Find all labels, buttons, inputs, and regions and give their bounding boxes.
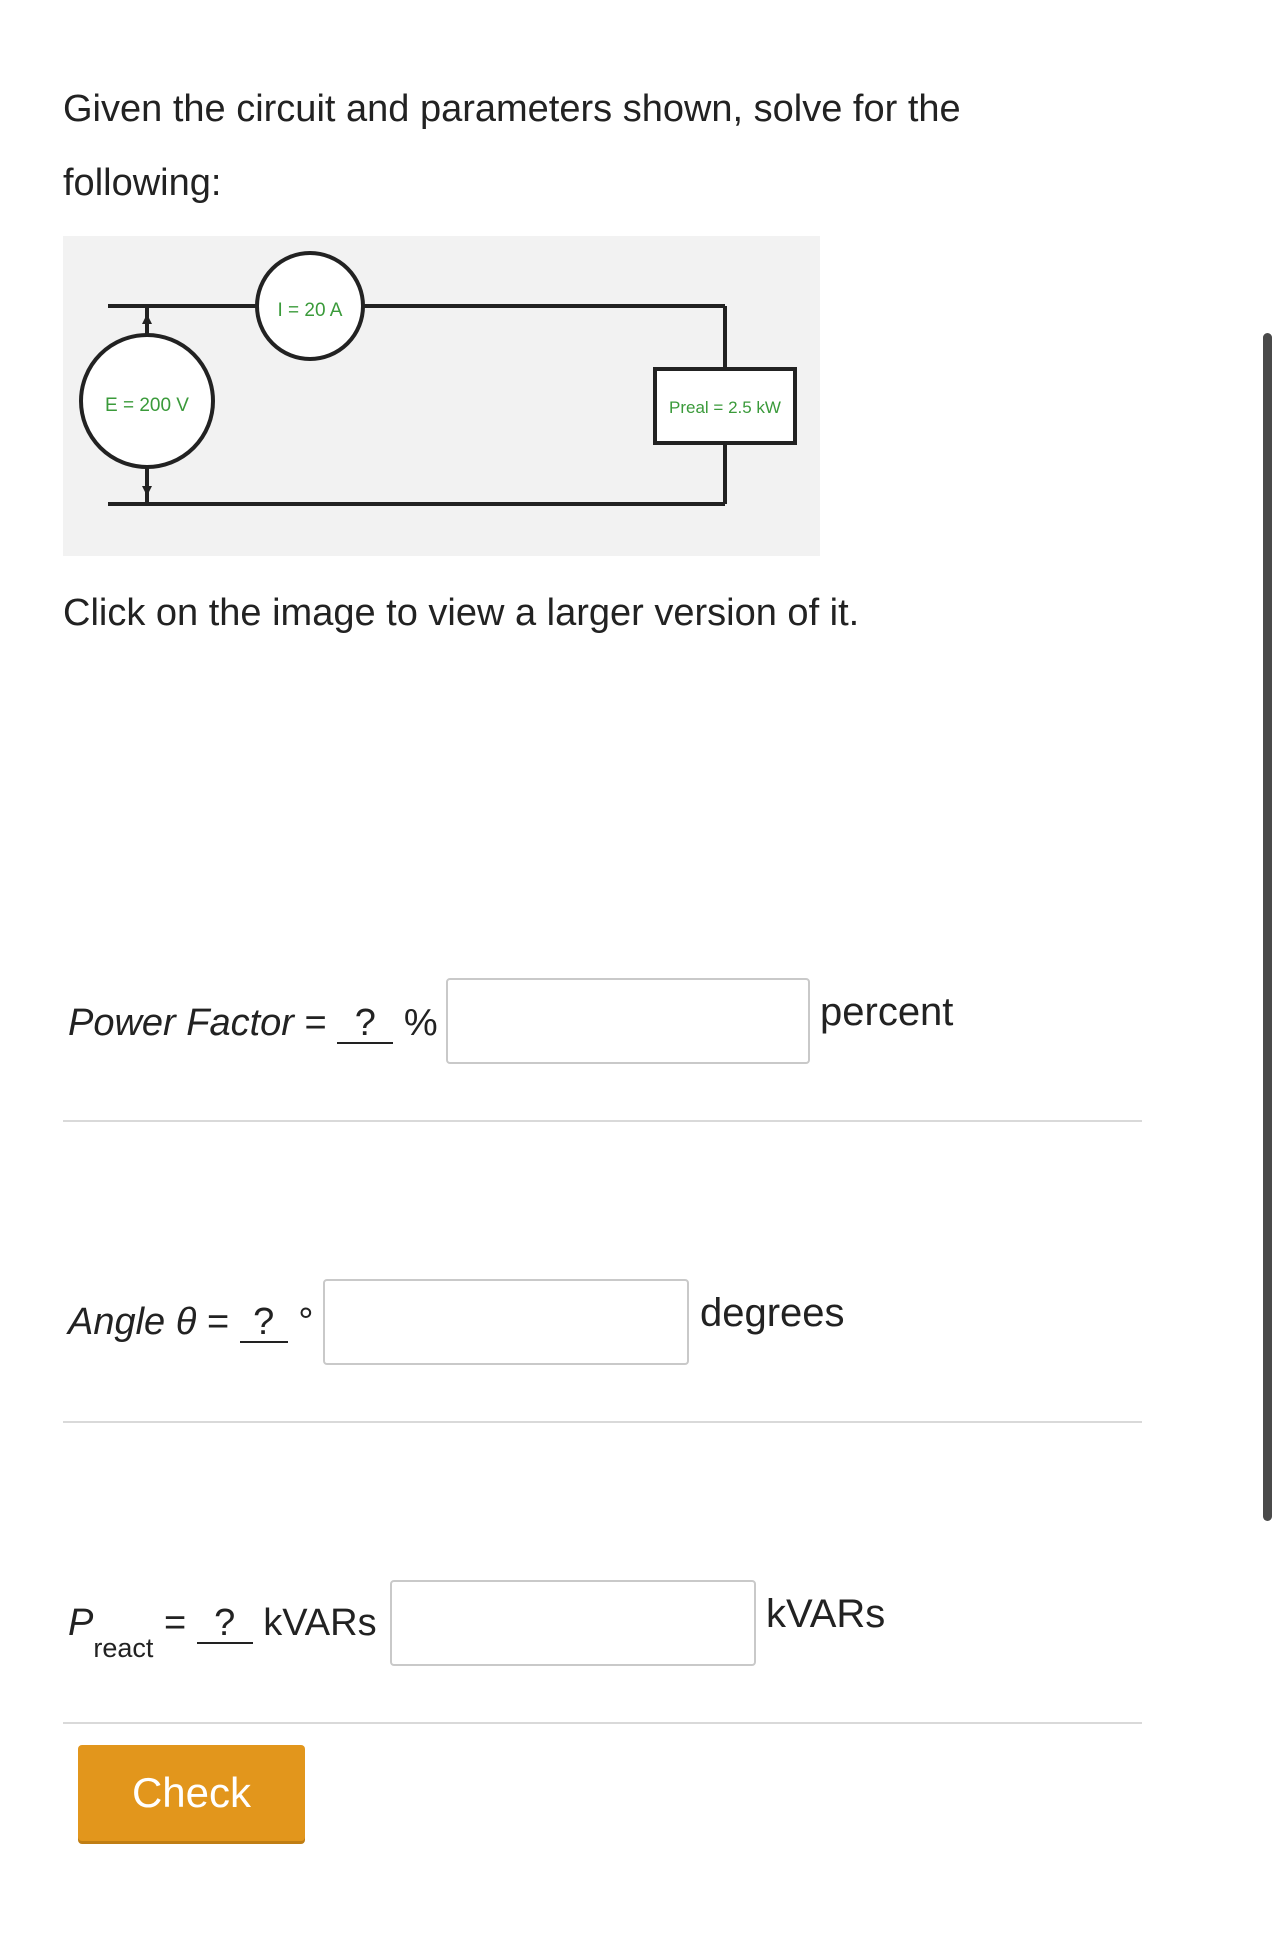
p-react-label — [68, 1602, 377, 1663]
angle-equals: = — [206, 1301, 230, 1343]
question-intro: Given the circuit and parameters shown, solve for the following: — [63, 88, 961, 204]
terminal-arrow-top — [142, 314, 152, 324]
power-factor-suffix: % — [403, 1002, 438, 1044]
angle-unit: degrees — [700, 1291, 845, 1335]
load-label: Preal = 2.5 kW — [669, 398, 781, 417]
angle-row — [66, 1279, 1146, 1369]
power-factor-unit: percent — [820, 990, 954, 1034]
p-react-row — [66, 1580, 1146, 1670]
angle-variable: Angle θ — [68, 1301, 197, 1343]
ammeter-label: I = 20 A — [277, 300, 343, 321]
scrollbar[interactable] — [1263, 333, 1272, 1521]
power-factor-blank: ? — [337, 1004, 393, 1044]
power-factor-row — [66, 978, 1146, 1068]
p-react-subscript: react — [93, 1633, 154, 1663]
check-button[interactable]: Check — [78, 1745, 305, 1841]
p-react-variable: P — [68, 1602, 94, 1644]
p-react-suffix: kVARs — [263, 1602, 377, 1644]
power-factor-equals: = — [304, 1002, 327, 1044]
p-react-equals: = — [163, 1602, 187, 1644]
angle-input[interactable] — [323, 1279, 689, 1365]
p-react-blank: ? — [197, 1604, 253, 1644]
angle-suffix: ° — [298, 1301, 314, 1343]
power-factor-variable: Power Factor — [68, 1002, 294, 1044]
angle-blank: ? — [240, 1303, 288, 1343]
source-label: E = 200 V — [105, 395, 189, 416]
p-react-unit: kVARs — [766, 1592, 886, 1636]
power-factor-input[interactable] — [446, 978, 810, 1064]
p-react-input[interactable] — [390, 1580, 756, 1666]
circuit-diagram[interactable] — [63, 236, 820, 556]
divider — [63, 1722, 1142, 1724]
divider — [63, 1120, 1142, 1122]
divider — [63, 1421, 1142, 1423]
image-caption: Click on the image to view a larger version of it. — [63, 592, 860, 634]
circuit-diagram-svg — [63, 236, 820, 556]
angle-label — [68, 1301, 313, 1344]
power-factor-label — [68, 1002, 438, 1045]
terminal-arrow-bottom — [142, 486, 152, 496]
